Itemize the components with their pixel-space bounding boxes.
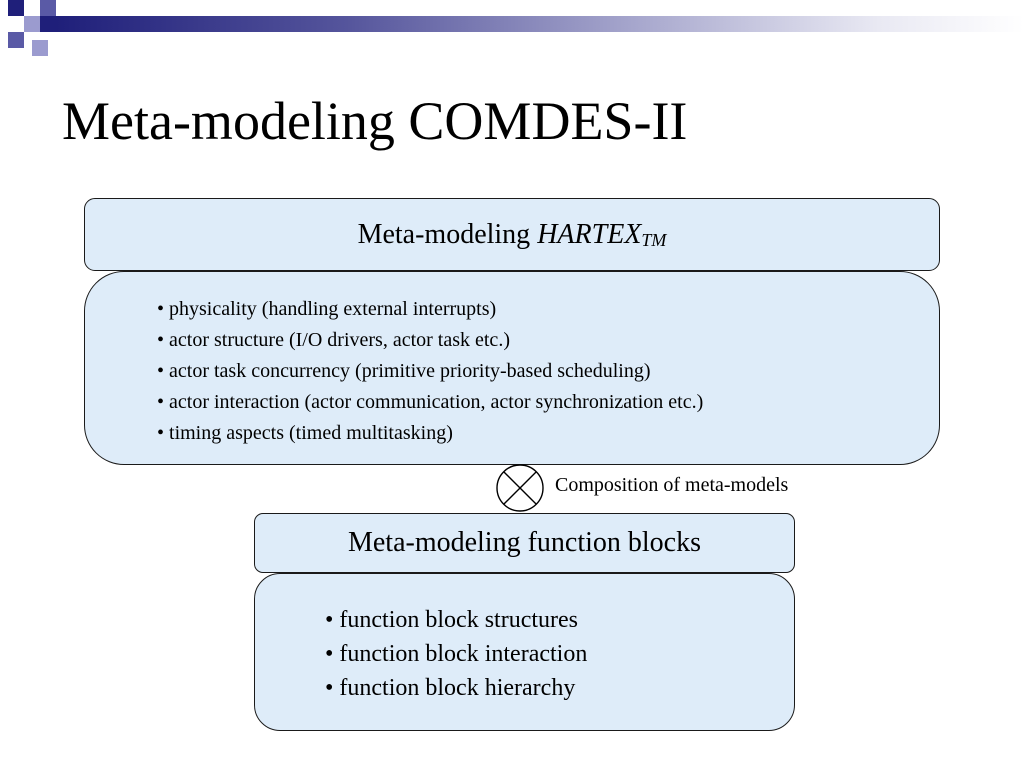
hartex-header-box [84, 198, 940, 271]
header-gradient-band [56, 16, 1024, 32]
list-item: • function block hierarchy [325, 671, 587, 705]
function-blocks-body-box [254, 573, 795, 731]
decor-square [40, 0, 56, 16]
slide-title: Meta-modeling COMDES-II [62, 91, 688, 151]
list-item: • actor structure (I/O drivers, actor task etc.) [157, 325, 703, 356]
hartex-header-prefix: Meta-modeling [357, 218, 538, 250]
list-item: • actor task concurrency (primitive priority-based scheduling) [157, 356, 703, 387]
decor-square [40, 16, 56, 32]
circle-x-composition-icon [496, 464, 544, 512]
function-blocks-header-text: Meta-modeling function blocks [347, 527, 702, 558]
decor-square [8, 0, 24, 16]
list-item: • function block interaction [325, 637, 587, 671]
decor-square [32, 40, 48, 56]
list-item: • actor interaction (actor communication, actor synchronization etc.) [157, 387, 703, 418]
hartex-body-box [84, 271, 940, 465]
hartex-header-subscript: TM [641, 229, 667, 250]
hartex-header-text [358, 219, 667, 251]
composition-label: Composition of meta-models [555, 474, 789, 496]
list-item: • timing aspects (timed multitasking) [157, 418, 703, 449]
function-blocks-feature-list [325, 603, 587, 705]
function-blocks-header-box [254, 513, 795, 573]
decor-square [24, 16, 40, 32]
hartex-feature-list [157, 294, 703, 449]
list-item: • physicality (handling external interrupts) [157, 294, 703, 325]
decor-square [8, 32, 24, 48]
list-item: • function block structures [325, 603, 587, 637]
hartex-header-italic: HARTEX [537, 218, 642, 250]
